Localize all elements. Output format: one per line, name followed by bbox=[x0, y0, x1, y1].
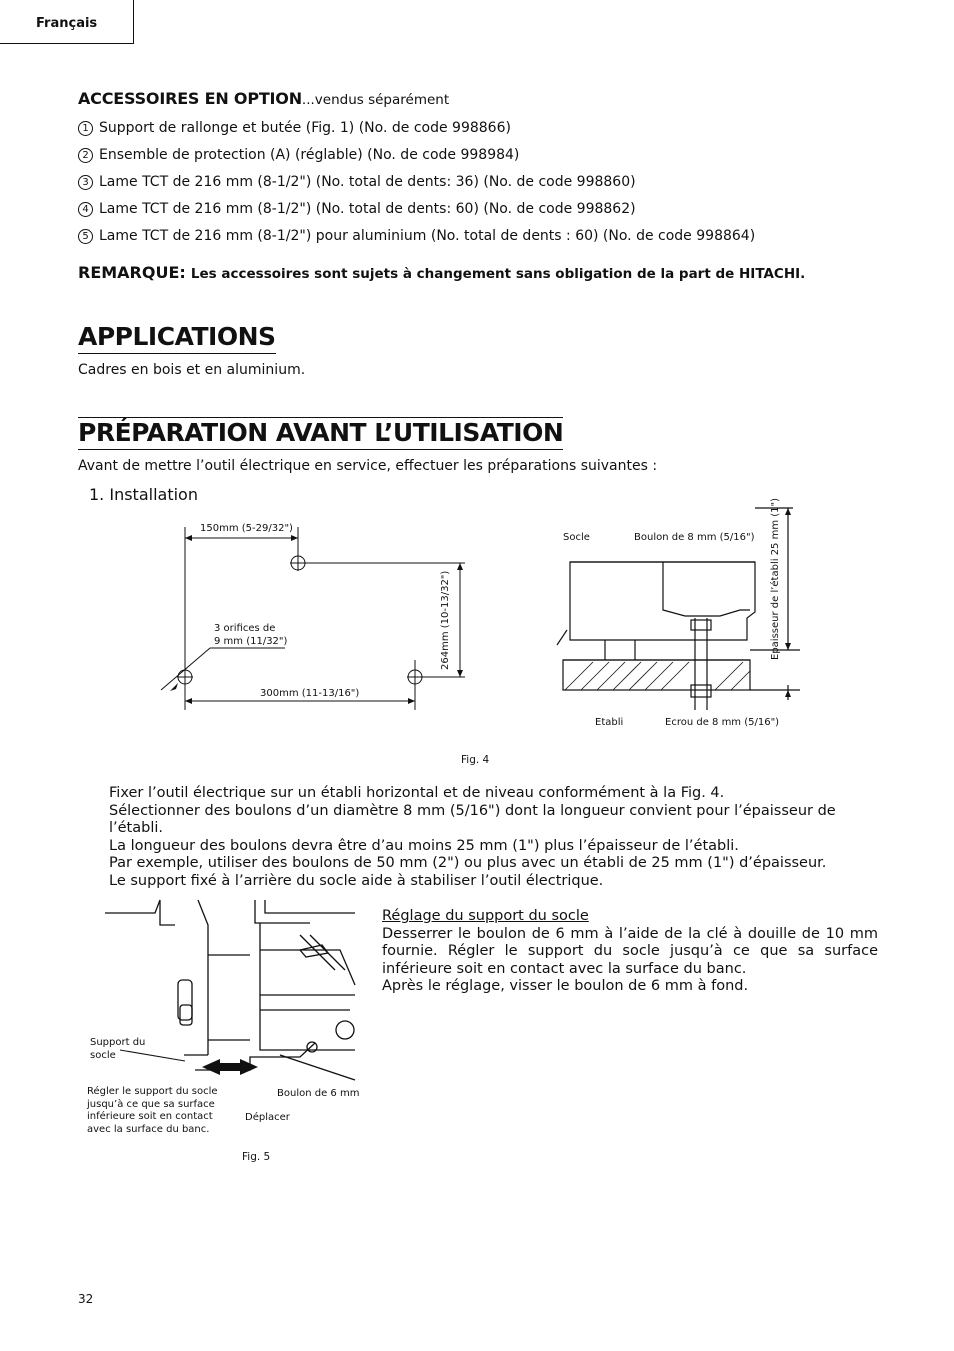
applications-heading: APPLICATIONS bbox=[78, 322, 276, 354]
holes-label-line2: 9 mm (11/32") bbox=[214, 636, 288, 647]
move-label: Déplacer bbox=[245, 1112, 290, 1123]
dim-bottom-label: 300mm (11-13/16") bbox=[260, 688, 360, 699]
etabli-label: Etabli bbox=[595, 717, 624, 728]
applications-text: Cadres en bois et en aluminium. bbox=[78, 362, 306, 378]
accessories-heading bbox=[78, 89, 449, 108]
accessory-item: 1 Support de rallonge et butée (Fig. 1) (No. de code 998866) bbox=[78, 120, 511, 136]
remark-text: Les accessoires sont sujets à changement sans obligation de la part de HITACHI. bbox=[190, 266, 806, 282]
remark-label: REMARQUE: bbox=[78, 263, 186, 282]
accessory-item: 3 Lame TCT de 216 mm (8-1/2") (No. total de dents: 36) (No. de code 998860) bbox=[78, 174, 636, 190]
socle-label: Socle bbox=[563, 532, 590, 543]
socle-adjust-title: Réglage du support du socle bbox=[382, 908, 589, 924]
adjust-note: Régler le support du socle jusqu’à ce que sa surface inférieure soit en contact avec la surface du banc. bbox=[87, 1086, 218, 1135]
thickness-label: Epaisseur de l’établi 25 mm (1") bbox=[770, 497, 781, 660]
support-label-line2: socle bbox=[90, 1050, 116, 1061]
bolt-label: Boulon de 8 mm (5/16") bbox=[634, 532, 755, 543]
preparation-intro: Avant de mettre l’outil électrique en service, effectuer les préparations suivantes : bbox=[78, 458, 658, 474]
accessories-title-suffix: ...vendus séparément bbox=[301, 92, 450, 108]
support-label-line1: Support du bbox=[90, 1037, 146, 1048]
fig5-caption: Fig. 5 bbox=[242, 1151, 271, 1163]
installation-text: Fixer l’outil électrique sur un établi horizontal et de niveau conformément à la Fig. 4. Sélectionner des boulons d’un diamètre 8 mm (5/16") dont la longueur convient pour l’épaisseur de l’établi. La longueur des boulons devra être d’au moins 25 mm (1") plus l’épaisseur de l’établi. Par exemple, utiliser des boulons de 50 mm (2") ou plus avec un établi de 25 mm (1") d’épaisseur. Le support fixé à l’arrière du socle aide à stabiliser l’outil électrique. bbox=[109, 785, 836, 889]
language-tab bbox=[0, 0, 134, 44]
socle-adjust-text2: Après le réglage, visser le boulon de 6 mm à fond. bbox=[382, 978, 749, 994]
preparation-heading: PRÉPARATION AVANT L’UTILISATION bbox=[78, 417, 563, 450]
accessories-title: ACCESSOIRES EN OPTION bbox=[78, 89, 302, 108]
accessory-item: 5 Lame TCT de 216 mm (8-1/2") pour aluminium (No. total de dents : 60) (No. de code 998864) bbox=[78, 228, 755, 244]
fig4-caption: Fig. 4 bbox=[461, 754, 490, 766]
dim-top-label: 150mm (5-29/32") bbox=[200, 523, 293, 534]
socle-adjust-section bbox=[382, 908, 878, 996]
accessory-item: 4 Lame TCT de 216 mm (8-1/2") (No. total de dents: 60) (No. de code 998862) bbox=[78, 201, 636, 217]
accessory-item: 2 Ensemble de protection (A) (réglable) (No. de code 998984) bbox=[78, 147, 519, 163]
page-number: 32 bbox=[78, 1292, 94, 1306]
remark bbox=[78, 263, 805, 282]
socle-adjust-text: Desserrer le boulon de 6 mm à l’aide de la clé à douille de 10 mm fournie. Régler le support du socle jusqu’à ce que sa surface inférieure soit en contact avec la surface du banc. bbox=[382, 925, 878, 977]
support-leader-line bbox=[120, 1045, 190, 1065]
dim-side-label: 264mm (10-13/32") bbox=[440, 570, 451, 670]
bolt-6mm-label: Boulon de 6 mm bbox=[277, 1088, 360, 1099]
installation-step: 1. Installation bbox=[89, 485, 198, 504]
language-label: Français bbox=[36, 16, 98, 31]
nut-label: Ecrou de 8 mm (5/16") bbox=[665, 717, 780, 728]
holes-label-line1: 3 orifices de bbox=[214, 623, 276, 634]
